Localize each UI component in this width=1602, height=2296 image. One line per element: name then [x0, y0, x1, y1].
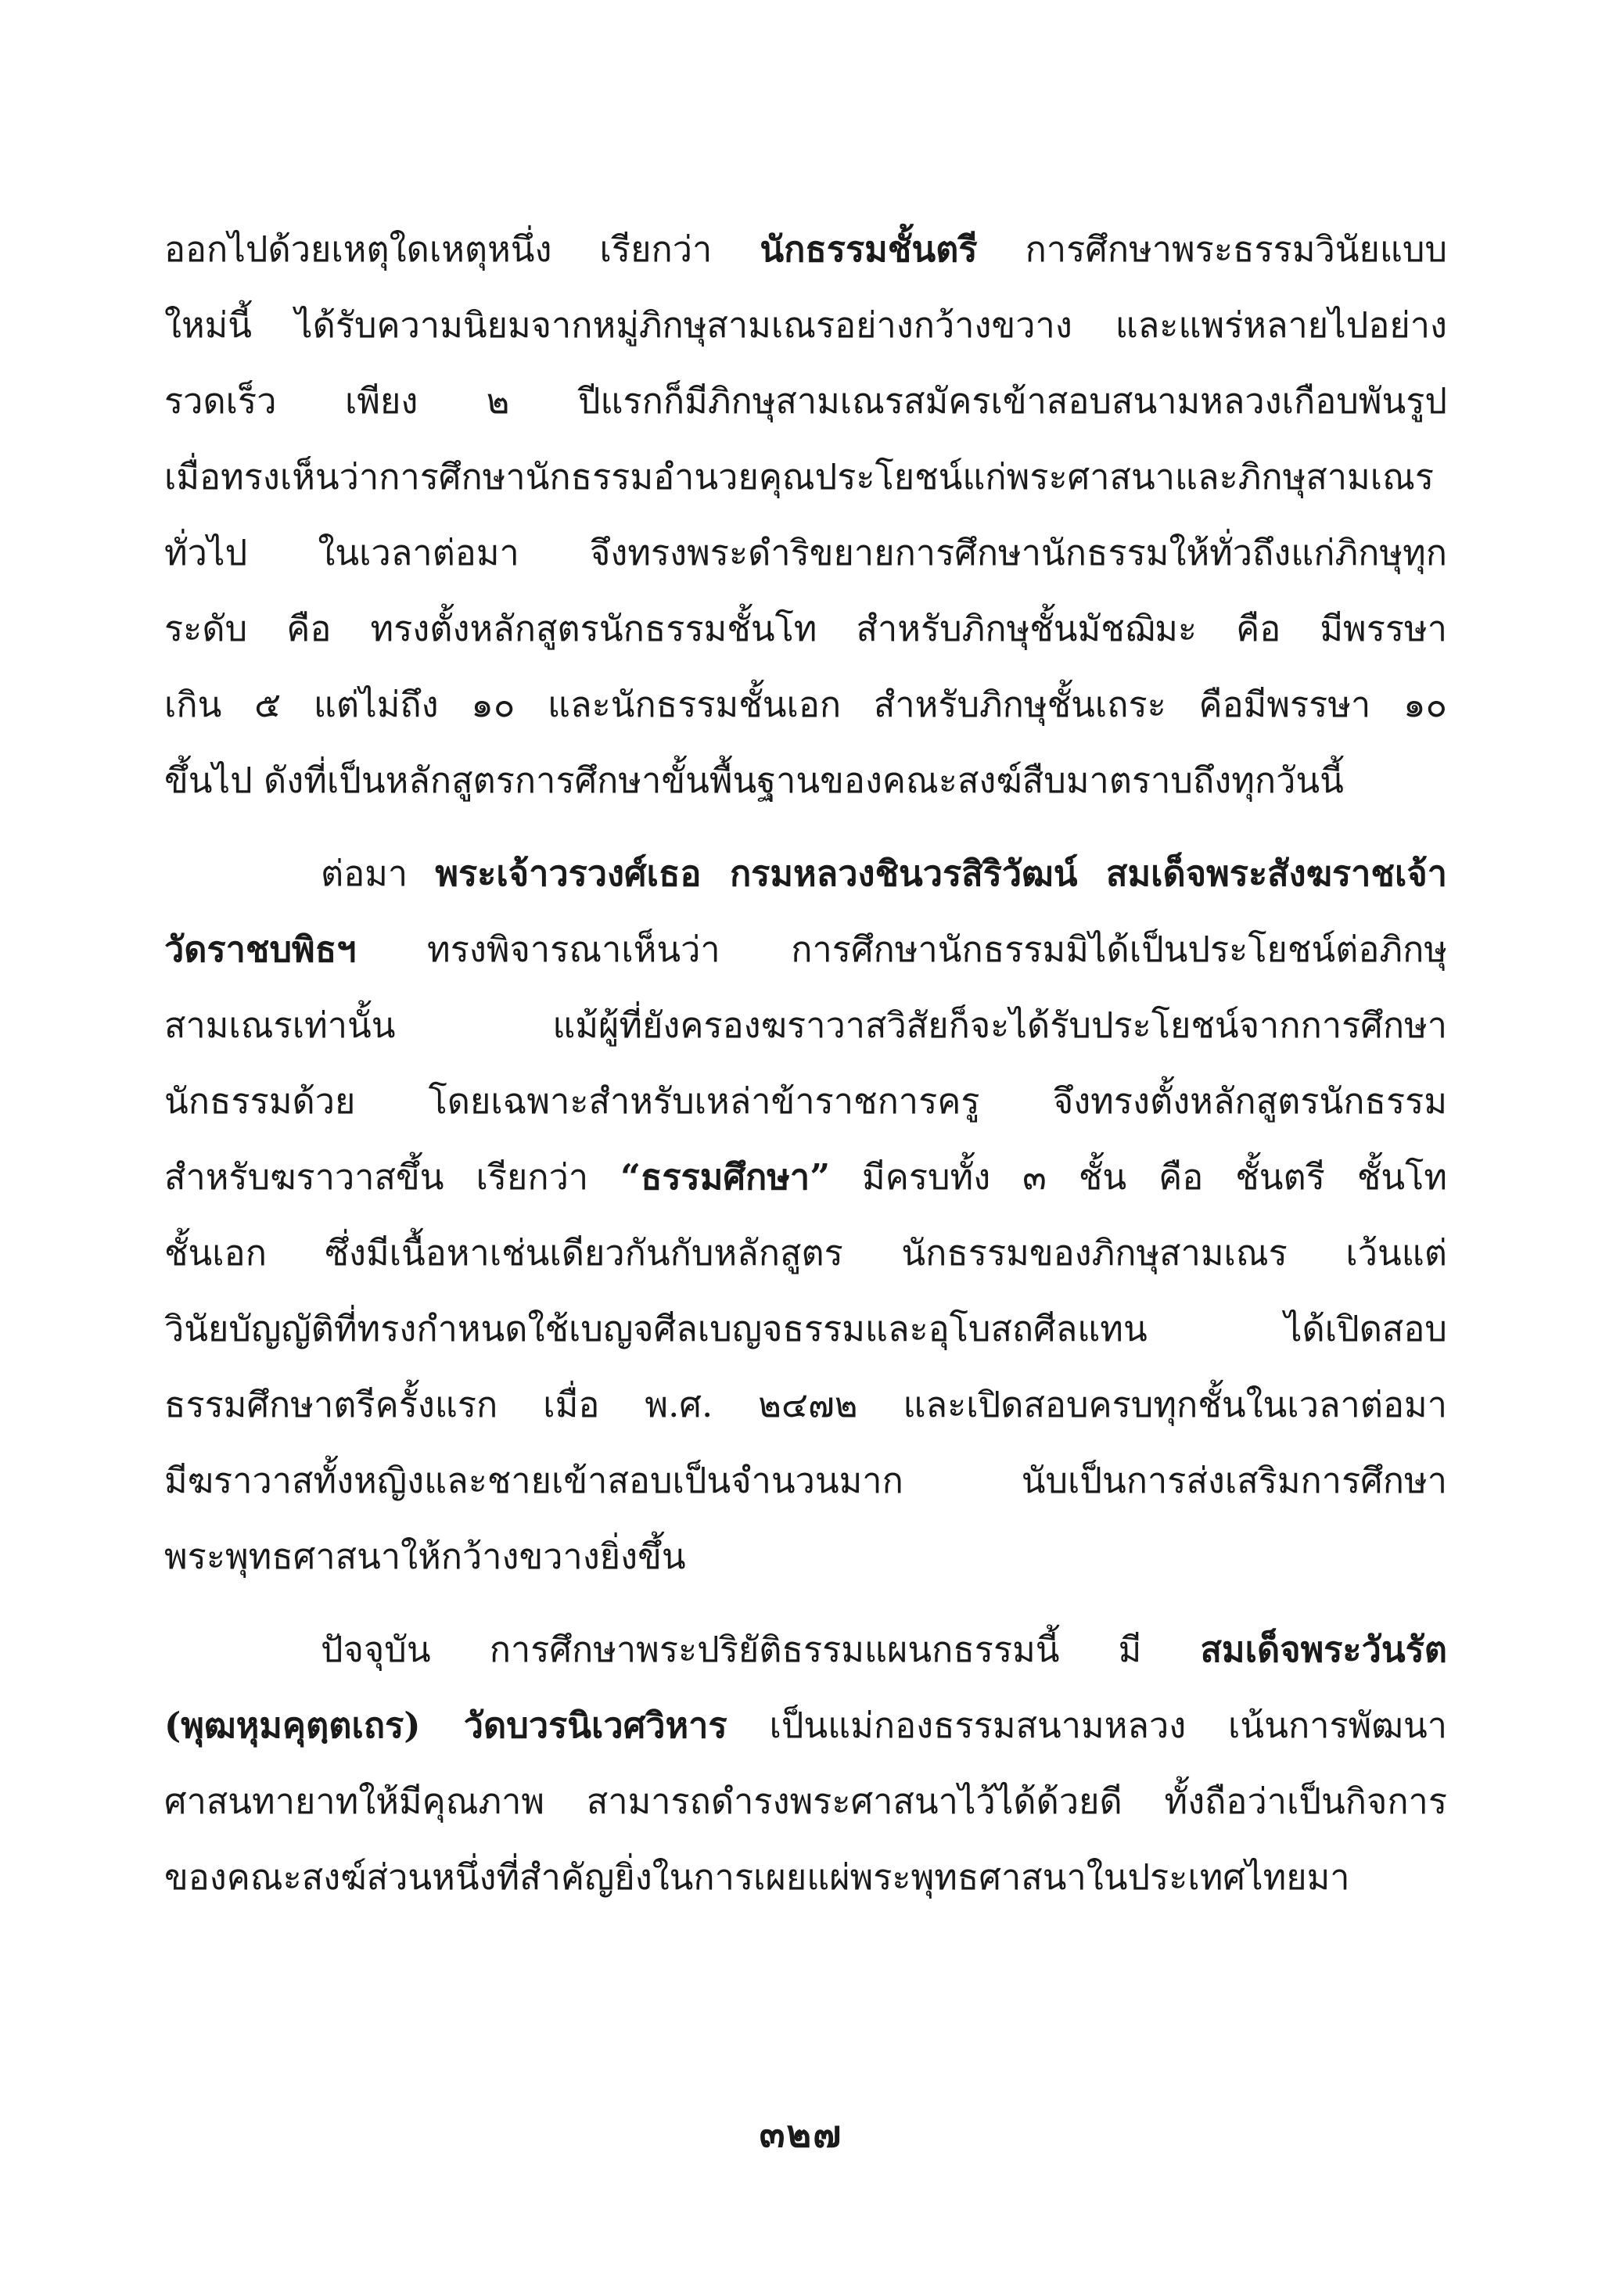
- text-line: [164, 1687, 1447, 1763]
- text-run: ศาสนทายาทให้มีคุณภาพ สามารถดำรงพระศาสนาไว้ได้ด้วยดี ทั้งถือว่าเป็นกิจการ: [164, 1780, 1447, 1822]
- text-line: [164, 287, 1447, 363]
- bold-name-somdet-phra-wannarat: สมเด็จพระวันรัต: [1200, 1629, 1447, 1670]
- text-run: เกิน ๕ แต่ไม่ถึง ๑๐ และนักธรรมชั้นเอก สำหรับภิกษุชั้นเถระ คือมีพรรษา ๑๐: [164, 684, 1447, 725]
- text-line: [164, 835, 1447, 911]
- text-run: มีครบทั้ง ๓ ชั้น คือ ชั้นตรี ชั้นโท: [830, 1156, 1447, 1198]
- text-line: [164, 1839, 1447, 1915]
- text-run: เป็นแม่กองธรรมสนามหลวง เน้นการพัฒนา: [727, 1705, 1447, 1746]
- text-run: เมื่อทรงเห็นว่าการศึกษานักธรรมอำนวยคุณประโยชน์แก่พระศาสนาและภิกษุสามเณร: [164, 456, 1435, 498]
- text-line: [164, 363, 1447, 439]
- body-text: [164, 211, 1447, 1915]
- text-line: [164, 591, 1447, 667]
- text-line: [164, 911, 1447, 987]
- text-run: วินัยบัญญัติที่ทรงกำหนดใช้เบญจศีลเบญจธรรมและอุโบสถศีลแทน ได้เปิดสอบ: [164, 1308, 1447, 1349]
- text-run: ทั่วไป ในเวลาต่อมา จึงทรงพระดำริขยายการศึกษานักธรรมให้ทั่วถึงแก่ภิกษุทุก: [164, 532, 1447, 573]
- text-line: [164, 1518, 1447, 1594]
- text-line: [164, 1291, 1447, 1367]
- text-run: สามเณรเท่านั้น แม้ผู้ที่ยังครองฆราวาสวิสัยก็จะได้รับประโยชน์จากการศึกษา: [164, 1004, 1447, 1046]
- text-run: พระพุทธศาสนาให้กว้างขวางยิ่งขึ้น: [164, 1536, 686, 1577]
- text-line: [164, 667, 1447, 742]
- text-run: ขึ้นไป ดังที่เป็นหลักสูตรการศึกษาขั้นพื้นฐานของคณะสงฆ์สืบมาตราบถึงทุกวันนี้: [164, 760, 1344, 801]
- page-number: ๓๒๗: [759, 2112, 843, 2156]
- bold-name-krom-luang-chinnaworn: พระเจ้าวรวงศ์เธอ กรมหลวงชินวรสิริวัฒน์ สมเด็จพระสังฆราชเจ้า: [435, 853, 1447, 894]
- text-line: [164, 211, 1447, 287]
- text-line: [164, 1612, 1447, 1687]
- paragraph-1: [164, 211, 1447, 818]
- text-run: สำหรับฆราวาสขึ้น เรียกว่า: [164, 1156, 621, 1198]
- bold-term-nak-tham-chan-tri: นักธรรมชั้นตรี: [760, 228, 978, 270]
- text-line: [164, 1063, 1447, 1139]
- paragraph-2: [164, 835, 1447, 1594]
- text-run: ออกไปด้วยเหตุใดเหตุหนึ่ง เรียกว่า: [164, 228, 760, 270]
- text-run: ใหม่นี้ ได้รับความนิยมจากหมู่ภิกษุสามเณรอย่างกว้างขวาง และแพร่หลายไปอย่าง: [164, 304, 1447, 346]
- text-run: นักธรรมด้วย โดยเฉพาะสำหรับเหล่าข้าราชการครู จึงทรงตั้งหลักสูตรนักธรรม: [164, 1080, 1447, 1122]
- text-line: [164, 1215, 1447, 1291]
- bold-name-wat-ratchabophit: วัดราชบพิธฯ: [164, 929, 357, 970]
- text-line: [164, 1139, 1447, 1215]
- text-line: [164, 1443, 1447, 1518]
- text-run: ต่อมา: [321, 853, 436, 894]
- text-line: [164, 1763, 1447, 1839]
- text-run: รวดเร็ว เพียง ๒ ปีแรกก็มีภิกษุสามเณรสมัครเข้าสอบสนามหลวงเกือบพันรูป: [164, 380, 1447, 422]
- text-run: ของคณะสงฆ์ส่วนหนึ่งที่สำคัญยิ่งในการเผยแผ่พระพุทธศาสนาในประเทศไทยมา: [164, 1856, 1350, 1898]
- text-run: ธรรมศึกษาตรีครั้งแรก เมื่อ พ.ศ. ๒๔๗๒ และเปิดสอบครบทุกชั้นในเวลาต่อมา: [164, 1384, 1447, 1425]
- text-run: ทรงพิจารณาเห็นว่า การศึกษานักธรรมมิได้เป็นประโยชน์ต่อภิกษุ: [356, 929, 1447, 970]
- text-run: มีฆราวาสทั้งหญิงและชายเข้าสอบเป็นจำนวนมาก นับเป็นการส่งเสริมการศึกษา: [164, 1460, 1447, 1501]
- text-line: [164, 439, 1447, 515]
- text-run: การศึกษาพระธรรมวินัยแบบ: [977, 228, 1447, 270]
- text-run: ระดับ คือ ทรงตั้งหลักสูตรนักธรรมชั้นโท สำหรับภิกษุชั้นมัชฌิมะ คือ มีพรรษา: [164, 608, 1447, 649]
- text-line: [164, 515, 1447, 591]
- text-line: [164, 1367, 1447, 1443]
- text-line: [164, 987, 1447, 1063]
- text-run: ปัจจุบัน การศึกษาพระปริยัติธรรมแผนกธรรมนี้ มี: [321, 1629, 1201, 1670]
- paragraph-3: [164, 1612, 1447, 1915]
- text-run: ชั้นเอก ซึ่งมีเนื้อหาเช่นเดียวกันกับหลักสูตร นักธรรมของภิกษุสามเณร เว้นแต่: [164, 1232, 1447, 1274]
- bold-name-wat-bowonniwet: (พุฒหุมคุตฺตเถร) วัดบวรนิเวศวิหาร: [164, 1705, 727, 1746]
- bold-term-thamma-suksa: “ธรรมศึกษา”: [620, 1156, 831, 1198]
- text-line: [164, 742, 1447, 818]
